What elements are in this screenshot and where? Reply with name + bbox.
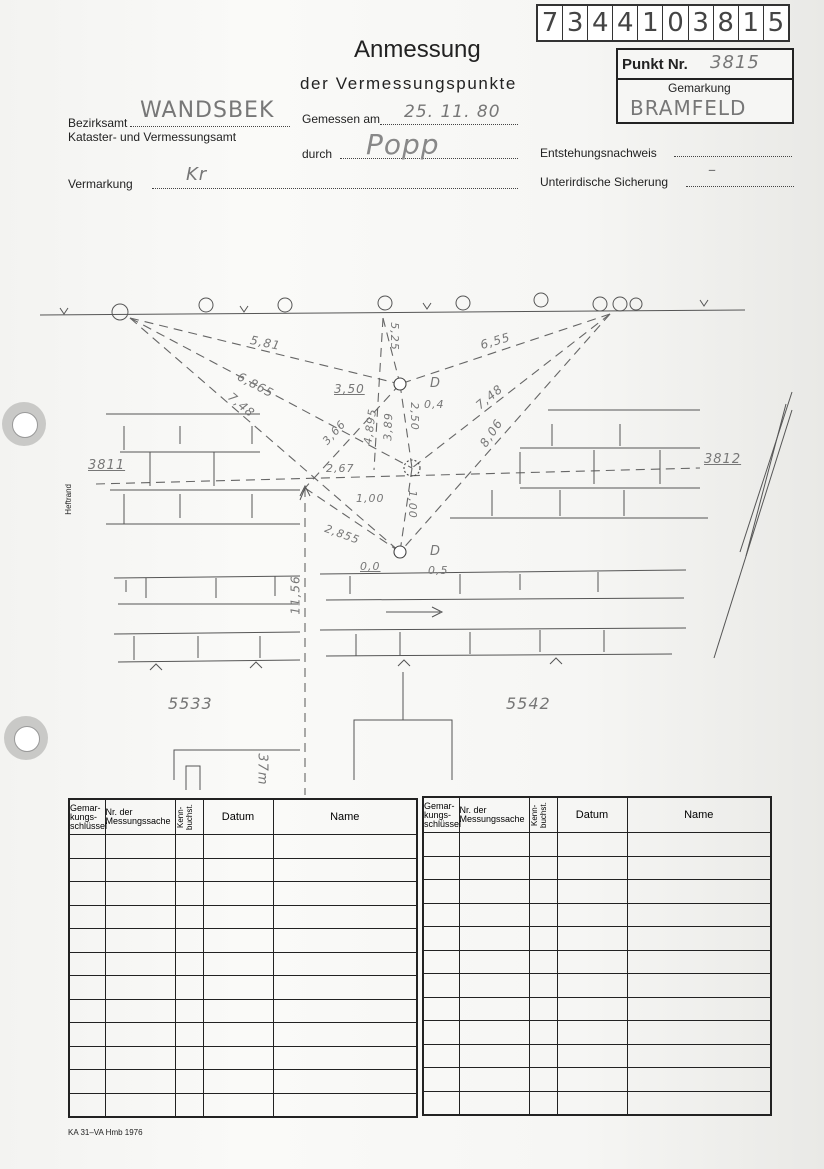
form-title: Anmessung (354, 36, 481, 63)
sicherung-label: Unterirdische Sicherung (540, 175, 669, 189)
form-footer: KA 31–VA Hmb 1976 (68, 1128, 143, 1137)
table-cell (557, 927, 627, 951)
table-row (69, 999, 417, 1023)
header-kennbuchst: Kenn-buchst. (175, 804, 194, 830)
table-cell (105, 858, 175, 882)
measure: 7,48 (225, 389, 258, 421)
table-cell (273, 952, 417, 976)
table-cell (175, 952, 203, 976)
measure: 2,50 (407, 402, 421, 431)
table-cell (423, 1091, 459, 1115)
id-digit: 7 (538, 6, 563, 40)
table-cell (529, 903, 557, 927)
table-cell (529, 1044, 557, 1068)
table-cell (423, 903, 459, 927)
measure: 1,00 (405, 490, 419, 519)
table-cell (459, 856, 529, 880)
table-row (423, 833, 771, 857)
table-cell (203, 952, 273, 976)
table-cell (627, 903, 771, 927)
table-cell (529, 927, 557, 951)
tree-symbol (593, 297, 607, 311)
measure: 0,0 (360, 560, 381, 573)
table-cell (557, 950, 627, 974)
table-cell (273, 905, 417, 929)
id-digit: 1 (638, 6, 663, 40)
measure: 6,865 (235, 369, 277, 401)
id-digit: 8 (714, 6, 739, 40)
table-cell (459, 1091, 529, 1115)
table-row (69, 858, 417, 882)
sicherung-value: – (708, 160, 717, 179)
table-cell (273, 1070, 417, 1094)
table-cell (529, 833, 557, 857)
table-cell (105, 1023, 175, 1047)
measure: 11,56 (288, 575, 303, 615)
table-cell (627, 927, 771, 951)
header-name: Name (273, 799, 417, 835)
table-cell (69, 1070, 105, 1094)
table-row (69, 929, 417, 953)
bezirksamt-value: WANDSBEK (140, 98, 275, 123)
table-cell (273, 1023, 417, 1047)
table-cell (459, 974, 529, 998)
table-cell (175, 905, 203, 929)
table-cell (459, 1068, 529, 1092)
table-row (423, 974, 771, 998)
measure: 3,66 (319, 417, 349, 448)
header-nr-messungssache: Nr. der Messungssache (105, 799, 175, 835)
measuring-point (394, 546, 406, 558)
table-cell (175, 882, 203, 906)
heftrand-label: Heftrand (64, 484, 73, 515)
table-cell (273, 929, 417, 953)
mark-label: D (430, 544, 442, 559)
measure: 5,25 (387, 322, 401, 351)
table-cell (105, 1093, 175, 1117)
table-cell (459, 833, 529, 857)
tree-symbol (456, 296, 470, 310)
id-digit: 4 (613, 6, 638, 40)
measure: 3,50 (334, 382, 365, 396)
table-cell (69, 1093, 105, 1117)
table-cell (423, 880, 459, 904)
table-cell (105, 952, 175, 976)
table-row (69, 1093, 417, 1117)
table-cell (105, 1070, 175, 1094)
id-digit: 5 (767, 8, 785, 38)
measure: 37m (254, 753, 270, 786)
entstehung-label: Entstehungsnachweis (540, 146, 657, 160)
table-cell (203, 882, 273, 906)
table-cell (423, 1021, 459, 1045)
table-cell (627, 1044, 771, 1068)
table-cell (423, 856, 459, 880)
measure: 0,5 (428, 564, 449, 577)
measure: 7,48 (473, 381, 506, 413)
table-cell (175, 858, 203, 882)
measure: 2,67 (326, 462, 355, 475)
table-row (423, 880, 771, 904)
table-row (69, 952, 417, 976)
table-cell (459, 1044, 529, 1068)
parcel-label: 5542 (506, 694, 551, 713)
table-row (423, 1091, 771, 1115)
table-cell (273, 835, 417, 859)
table-cell (557, 833, 627, 857)
measure: 8,06 (476, 416, 506, 450)
table-cell (69, 1023, 105, 1047)
header-nr-messungssache: Nr. der Messungssache (459, 797, 529, 833)
table-cell (529, 997, 557, 1021)
table-cell (69, 999, 105, 1023)
table-row (423, 927, 771, 951)
header-datum: Datum (203, 799, 273, 835)
table-cell (203, 858, 273, 882)
table-row (423, 1021, 771, 1045)
table-cell (203, 1046, 273, 1070)
punkt-label: Punkt Nr. (622, 56, 688, 73)
kataster-label: Kataster- und Vermessungsamt (68, 130, 237, 144)
form-subtitle: der Vermessungspunkte (300, 74, 517, 93)
point-label-3812: 3812 (704, 452, 742, 467)
gemarkung-value: BRAMFELD (630, 96, 747, 120)
tree-symbol (199, 298, 213, 312)
header-gemarkungsschluessel: Gemar-kungs-schlüssel (423, 797, 459, 833)
table-cell (627, 974, 771, 998)
street-line (40, 310, 745, 315)
table-row (69, 835, 417, 859)
table-cell (529, 880, 557, 904)
table-cell (175, 1093, 203, 1117)
table-cell (105, 835, 175, 859)
table-cell (273, 976, 417, 1000)
table-cell (459, 997, 529, 1021)
table-cell (423, 997, 459, 1021)
table-row (423, 1044, 771, 1068)
table-cell (175, 1070, 203, 1094)
table-cell (557, 1044, 627, 1068)
table-cell (175, 929, 203, 953)
gemarkung-label: Gemarkung (668, 81, 731, 95)
id-digit: 3 (689, 6, 714, 40)
table-row (69, 882, 417, 906)
header-name: Name (627, 797, 771, 833)
table-cell (529, 1091, 557, 1115)
table-cell (459, 1021, 529, 1045)
table-cell (69, 1046, 105, 1070)
table-cell (529, 1068, 557, 1092)
table-cell (557, 1091, 627, 1115)
table-cell (203, 1070, 273, 1094)
tree-symbol (630, 298, 642, 310)
table-cell (459, 880, 529, 904)
table-cell (69, 929, 105, 953)
table-cell (69, 905, 105, 929)
table-cell (557, 856, 627, 880)
durch-label: durch (302, 147, 333, 161)
table-cell (627, 833, 771, 857)
table-cell (423, 927, 459, 951)
table-cell (529, 856, 557, 880)
table-cell (203, 929, 273, 953)
table-row (423, 903, 771, 927)
table-row (423, 950, 771, 974)
table-cell (105, 1046, 175, 1070)
table-cell (627, 1021, 771, 1045)
measure: 3,89 (381, 412, 396, 441)
table-cell (423, 950, 459, 974)
measure: 2,855 (322, 522, 362, 547)
table-cell (557, 903, 627, 927)
table-cell (203, 1093, 273, 1117)
table-row (69, 905, 417, 929)
table-cell (105, 905, 175, 929)
tree-symbol (278, 298, 292, 312)
table-cell (105, 999, 175, 1023)
table-cell (273, 882, 417, 906)
header-datum: Datum (557, 797, 627, 833)
table-row (423, 1068, 771, 1092)
header-gemarkungsschluessel: Gemar-kungs-schlüssel (69, 799, 105, 835)
table-cell (69, 882, 105, 906)
table-row (69, 1046, 417, 1070)
table-row (69, 1070, 417, 1094)
bezirksamt-label: Bezirksamt (68, 116, 128, 130)
table-cell (69, 976, 105, 1000)
table-cell (627, 1091, 771, 1115)
table-cell (557, 997, 627, 1021)
table-body-right (423, 833, 771, 1116)
measure: 4,895 (361, 407, 380, 446)
table-cell (627, 950, 771, 974)
measure: 6,55 (478, 330, 513, 352)
header-kennbuchst: Kenn-buchst. (529, 802, 548, 828)
table-cell (105, 929, 175, 953)
table-cell (273, 999, 417, 1023)
table-cell (105, 976, 175, 1000)
table-cell (627, 1068, 771, 1092)
id-digit: 4 (588, 6, 613, 40)
table-cell (175, 1046, 203, 1070)
measuring-point (394, 378, 406, 390)
table-cell (105, 882, 175, 906)
gemessen-value: 25. 11. 80 (404, 102, 501, 122)
table-cell (69, 858, 105, 882)
mark-label: D (430, 376, 442, 391)
register-table-right (422, 796, 772, 1116)
table-cell (203, 1023, 273, 1047)
table-cell (423, 833, 459, 857)
register-table-left (68, 798, 418, 1118)
table-cell (529, 1021, 557, 1045)
table-cell (69, 952, 105, 976)
id-digit: 3 (563, 6, 588, 40)
measure: 1,00 (356, 492, 385, 505)
table-cell (557, 974, 627, 998)
tree-symbol (378, 296, 392, 310)
table-body-left (69, 835, 417, 1118)
table-cell (175, 1023, 203, 1047)
parcel-label: 5533 (168, 694, 213, 713)
id-digit: 1 (739, 6, 764, 40)
tree-symbol (613, 297, 627, 311)
table-cell (627, 880, 771, 904)
table-cell (175, 835, 203, 859)
table-row (69, 976, 417, 1000)
point-label-3811: 3811 (88, 458, 126, 473)
id-digit: 0 (663, 6, 688, 40)
table-cell (203, 835, 273, 859)
table-cell (423, 1068, 459, 1092)
table-row (69, 1023, 417, 1047)
table-cell (557, 1068, 627, 1092)
table-cell (459, 927, 529, 951)
table-cell (459, 903, 529, 927)
table-cell (175, 976, 203, 1000)
table-row (423, 856, 771, 880)
table-cell (273, 1046, 417, 1070)
table-cell (273, 858, 417, 882)
table-cell (529, 974, 557, 998)
table-cell (627, 997, 771, 1021)
table-cell (203, 999, 273, 1023)
measure: 5,81 (248, 332, 282, 354)
vermarkung-label: Vermarkung (68, 177, 133, 191)
table-cell (459, 950, 529, 974)
table-cell (529, 950, 557, 974)
tree-symbol (112, 304, 128, 320)
punkt-value: 3815 (710, 52, 760, 73)
table-cell (423, 1044, 459, 1068)
table-row (423, 997, 771, 1021)
gemessen-label: Gemessen am (302, 112, 381, 126)
table-cell (273, 1093, 417, 1117)
table-cell (627, 856, 771, 880)
table-cell (203, 976, 273, 1000)
vermarkung-value: Kr (186, 164, 208, 185)
tree-symbol (534, 293, 548, 307)
measure: 0,4 (424, 398, 445, 411)
table-cell (69, 835, 105, 859)
table-cell (557, 880, 627, 904)
table-cell (557, 1021, 627, 1045)
table-cell (423, 974, 459, 998)
durch-value: Popp (366, 128, 440, 161)
table-cell (175, 999, 203, 1023)
table-cell (203, 905, 273, 929)
